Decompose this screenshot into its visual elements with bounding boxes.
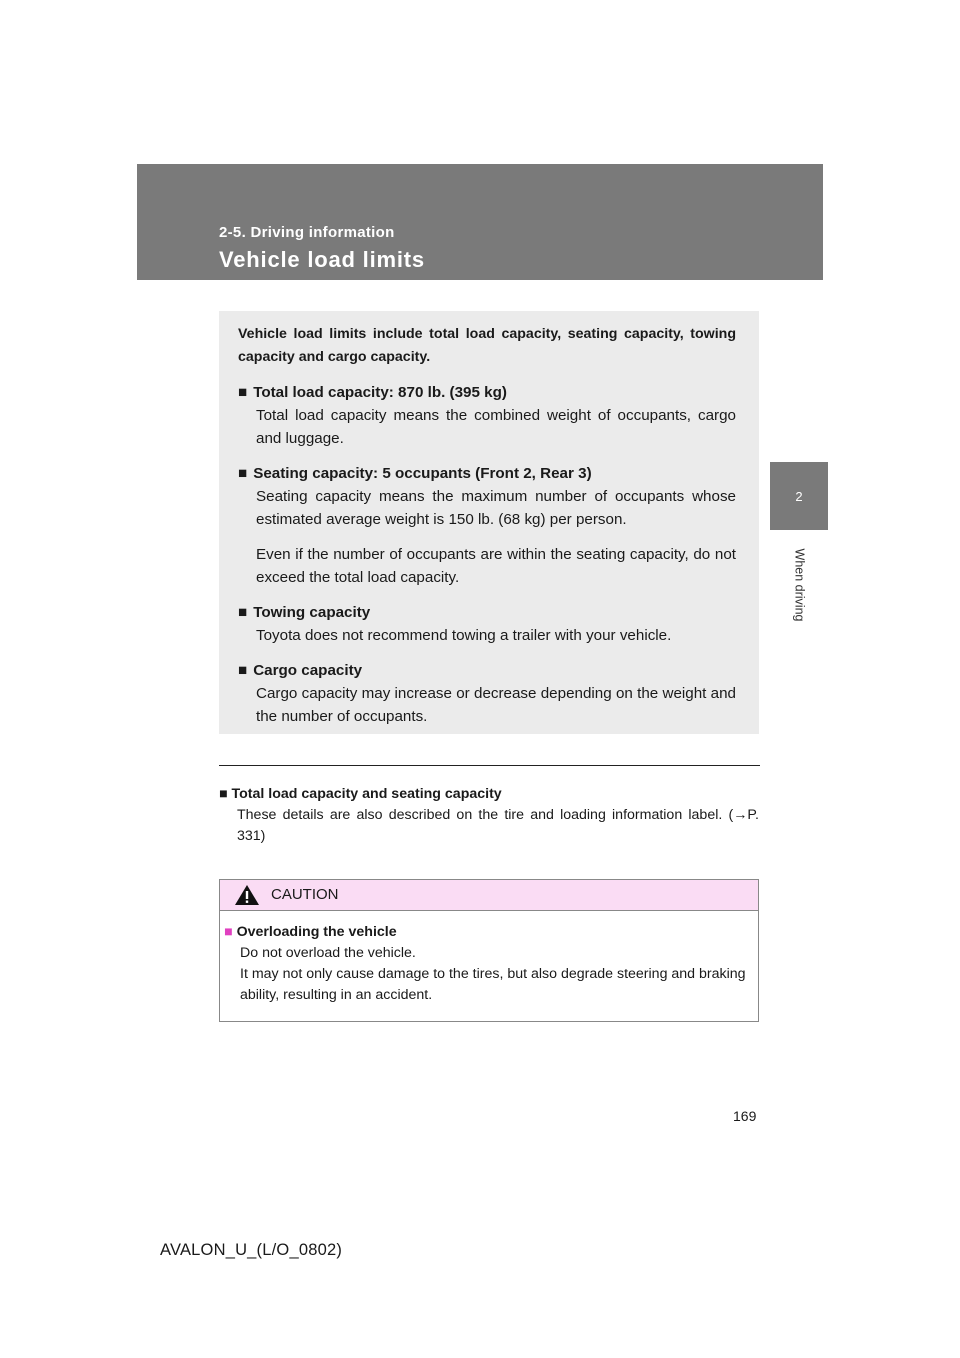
caution-header [220, 880, 758, 911]
summary-item-heading-text: Total load capacity: 870 lb. (395 kg) [253, 384, 507, 401]
caution-text: It may not only cause damage to the tires, but also degrade steering and braking ability, resulting in an accident. [240, 966, 746, 1003]
square-bullet-icon: ■ [238, 604, 248, 621]
divider [219, 765, 760, 766]
summary-item-heading [238, 381, 736, 404]
section-label: 2-5. Driving information [219, 224, 395, 241]
summary-item-text: Even if the number of occupants are within the seating capacity, do not exceed the total load capacity. [256, 546, 736, 586]
summary-item-heading [238, 462, 736, 485]
chapter-label-text: When driving [792, 548, 807, 622]
summary-item-heading [238, 601, 736, 624]
chapter-number: 2 [795, 488, 803, 504]
summary-item-heading-text: Towing capacity [253, 604, 371, 621]
warning-triangle-icon [234, 884, 260, 906]
summary-item-text: Toyota does not recommend towing a trailer with your vehicle. [256, 627, 672, 644]
square-bullet-icon: ■ [238, 662, 248, 679]
note-section [219, 784, 759, 847]
caution-label: CAUTION [271, 886, 339, 903]
page-title: Vehicle load limits [219, 247, 425, 272]
note-heading-text: Total load capacity and seating capacity [231, 786, 502, 802]
note-heading [219, 784, 759, 805]
summary-item-text: Seating capacity means the maximum number of occupants whose estimated average weight is 150 lb. (68 kg) per person. [256, 488, 736, 528]
caution-heading-text: Overloading the vehicle [236, 924, 397, 940]
page-number: 169 [733, 1108, 757, 1124]
square-bullet-icon: ■ [238, 465, 248, 482]
note-body: These details are also described on the tire and loading information label. (→P. 331) [237, 807, 759, 844]
caution-box [219, 879, 759, 1022]
summary-item-text: Cargo capacity may increase or decrease depending on the weight and the number of occupants. [256, 685, 736, 725]
footer-code: AVALON_U_(L/O_0802) [160, 1241, 343, 1259]
summary-item-heading [238, 659, 736, 682]
caution-heading [224, 922, 752, 943]
caution-body [220, 911, 758, 1006]
chapter-label [775, 540, 823, 630]
summary-item-text: Total load capacity means the combined weight of occupants, cargo and luggage. [256, 407, 736, 447]
summary-item-heading-text: Cargo capacity [253, 662, 363, 679]
summary-box [219, 311, 759, 734]
summary-item-heading-text: Seating capacity: 5 occupants (Front 2, Rear 3) [253, 465, 592, 482]
caution-text: Do not overload the vehicle. [240, 945, 416, 961]
square-bullet-icon: ■ [224, 924, 233, 940]
summary-intro: Vehicle load limits include total load capacity, seating capacity, towing capacity and cargo capacity. [238, 326, 736, 365]
chapter-tab [770, 462, 828, 530]
square-bullet-icon: ■ [219, 786, 228, 802]
square-bullet-icon: ■ [238, 384, 248, 401]
